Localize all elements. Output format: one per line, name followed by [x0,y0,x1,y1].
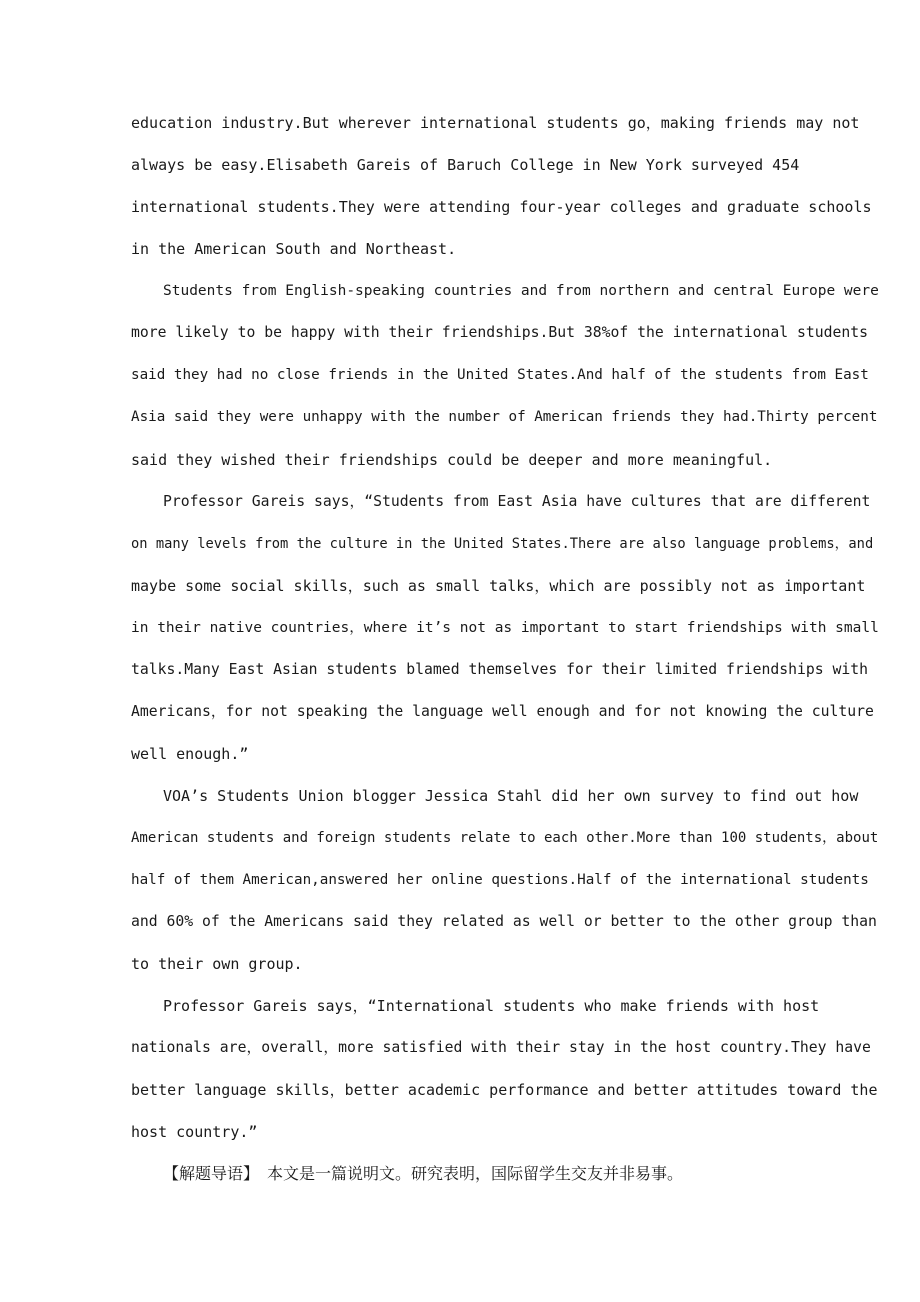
text-line: VOA’s Students Union blogger Jessica Stahl did her own survey to find out how [163,787,859,805]
text-line: half of them American,answered her online questions.Half of the international students [131,872,869,888]
text-line: Professor Gareis says，“International students who make friends with host [163,997,820,1015]
text-line: on many levels from the culture in the United States.There are also language problems，and [131,536,874,552]
text-line: talks.Many East Asian students blamed themselves for their limited friendships with [131,661,869,678]
text-line: Professor Gareis says，“Students from East Asia have cultures that are different [163,493,871,510]
text-line: said they wished their friendships could be deeper and more meaningful. [131,451,773,469]
text-line: more likely to be happy with their friendships.But 38%of the international students [131,324,869,341]
text-line: said they had no close friends in the United States.And half of the students from East [131,367,869,383]
text-line: Students from English-speaking countries and from northern and central Europe were [163,283,879,299]
text-line: and 60% of the Americans said they related as well or better to the other group than [131,913,877,930]
text-line: maybe some social skills，such as small talks，which are possibly not as important [131,577,866,595]
text-line: in their native countries，where it’s not as important to start friendships with small [131,620,879,636]
text-line: always be easy.Elisabeth Gareis of Baruch College in New York surveyed 454 [131,156,800,174]
text-line: better language skills，better academic performance and better attitudes toward the [131,1081,878,1099]
text-line: nationals are，overall，more satisfied with their stay in the host country.They have [131,1039,871,1056]
solution-guide-note: 【解题导语】 本文是一篇说明文。研究表明，国际留学生交友并非易事。 [163,1164,684,1183]
text-line: education industry.But wherever international students go，making friends may not [131,114,860,132]
text-line: to their own group. [131,955,303,973]
text-line: host country.” [131,1123,258,1141]
text-line: American students and foreign students relate to each other.More than 100 students，about [131,830,879,846]
text-line: international students.They were attending four-year colleges and graduate schools [131,198,872,216]
text-line: in the American South and Northeast. [131,240,457,258]
text-line: Americans，for not speaking the language well enough and for not knowing the culture [131,703,874,720]
text-line: Asia said they were unhappy with the number of American friends they had.Thirty percent [131,409,878,425]
text-line: well enough.” [131,745,249,763]
